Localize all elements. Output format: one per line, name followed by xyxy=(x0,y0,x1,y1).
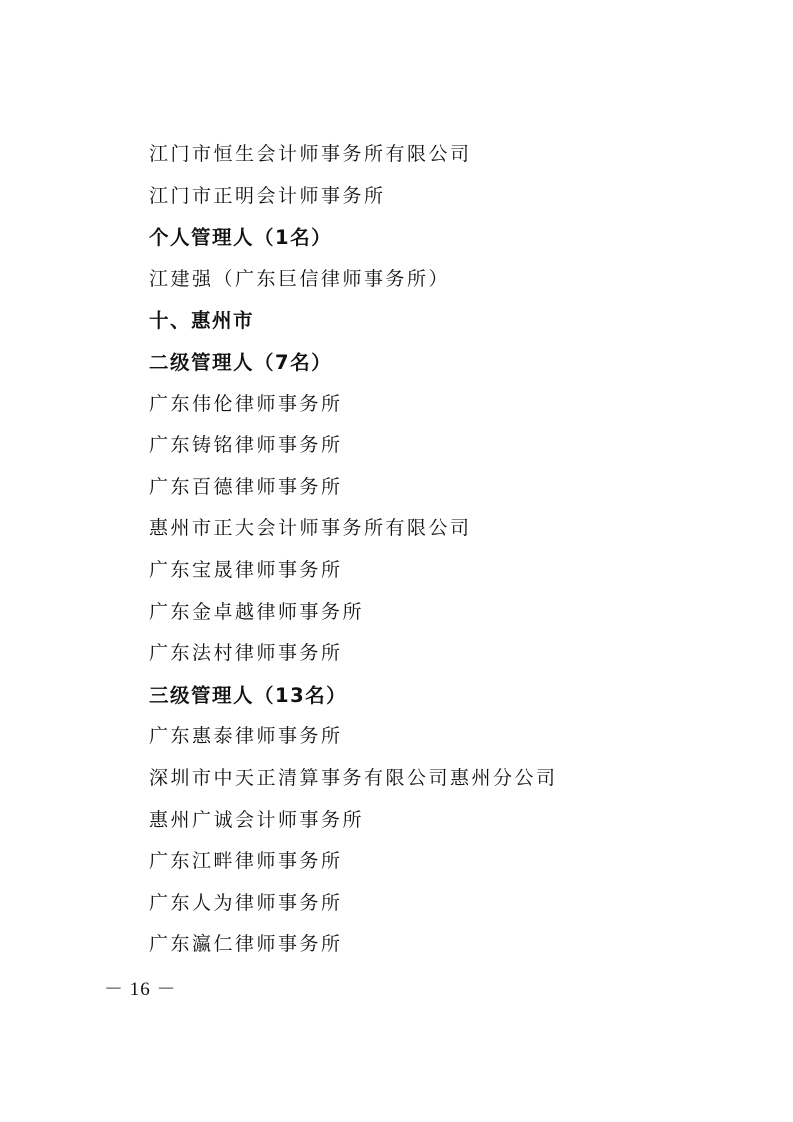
list-item: 惠州市正大会计师事务所有限公司 xyxy=(149,517,472,540)
section-heading: 十、惠州市 xyxy=(149,309,255,333)
list-item: 广东人为律师事务所 xyxy=(149,891,343,914)
list-item: 广东金卓越律师事务所 xyxy=(149,600,365,623)
list-item: 惠州广诚会计师事务所 xyxy=(149,808,365,831)
list-item: 广东江畔律师事务所 xyxy=(149,850,343,873)
list-item: 广东宝晟律师事务所 xyxy=(149,558,343,581)
list-item: 江门市恒生会计师事务所有限公司 xyxy=(149,143,472,165)
page-number: － 16 － xyxy=(104,979,177,1000)
section-heading: 二级管理人（7名） xyxy=(149,350,333,374)
list-item: 广东法村律师事务所 xyxy=(149,642,343,665)
list-item: 江门市正明会计师事务所 xyxy=(149,184,386,207)
list-item: 广东百德律师事务所 xyxy=(149,475,343,498)
list-item: 广东铸铭律师事务所 xyxy=(149,434,343,457)
document-body xyxy=(149,134,749,966)
list-item: 广东瀛仁律师事务所 xyxy=(149,933,343,956)
list-item: 广东伟伦律师事务所 xyxy=(149,392,343,415)
list-item: 深圳市中天正清算事务有限公司惠州分公司 xyxy=(149,766,558,789)
list-item: 江建强（广东巨信律师事务所） xyxy=(149,267,451,290)
section-heading: 个人管理人（1名） xyxy=(149,226,333,250)
list-item: 广东惠泰律师事务所 xyxy=(149,725,343,748)
section-heading: 三级管理人（13名） xyxy=(149,683,348,707)
